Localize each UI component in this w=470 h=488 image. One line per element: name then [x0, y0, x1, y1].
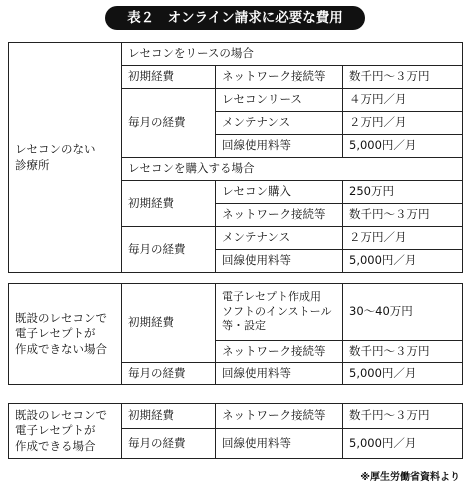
buy-monthly-label: 毎月の経費 [122, 227, 216, 273]
network-item: ネットワーク接続等 [216, 341, 343, 363]
software-install-cost: 30～40万円 [343, 284, 463, 341]
monthly-label: 毎月の経費 [122, 429, 216, 459]
source-footnote: ※厚生労働省資料より [360, 472, 460, 483]
section-cannot-create [8, 283, 463, 385]
monthly-label: 毎月の経費 [122, 363, 216, 385]
lease-header: レセコンをリースの場合 [122, 43, 463, 66]
network-cost: 数千円～３万円 [343, 404, 463, 429]
network-cost: 数千円～３万円 [343, 341, 463, 363]
line-fee-item: 回線使用料等 [216, 429, 343, 459]
section-label: レセコンのない 診療所 [9, 43, 122, 273]
section-label: 既設のレセコンで 電子レセプトが 作成できない場合 [9, 284, 122, 385]
lease-m2-cost: ２万円／月 [343, 112, 463, 135]
line-fee-cost: 5,000円／月 [343, 363, 463, 385]
lease-m1-cost: ４万円／月 [343, 89, 463, 112]
initial-label: 初期経費 [122, 284, 216, 363]
section-no-rececon [8, 42, 463, 273]
initial-label: 初期経費 [122, 404, 216, 429]
buy-m2-cost: 5,000円／月 [343, 250, 463, 273]
lease-m2-item: メンテナンス [216, 112, 343, 135]
lease-initial-label: 初期経費 [122, 66, 216, 89]
buy-m2-item: 回線使用料等 [216, 250, 343, 273]
buy-initial-label: 初期経費 [122, 181, 216, 227]
buy-i2-cost: 数千円～３万円 [343, 204, 463, 227]
software-install-item: 電子レセプト作成用 ソフトのインストール 等・設定 [216, 284, 343, 341]
network-item: ネットワーク接続等 [216, 404, 343, 429]
lease-initial-item: ネットワーク接続等 [216, 66, 343, 89]
lease-m1-item: レセコンリース [216, 89, 343, 112]
section-label: 既設のレセコンで 電子レセプトが 作成できる場合 [9, 404, 122, 459]
buy-i1-item: レセコン購入 [216, 181, 343, 204]
lease-m3-cost: 5,000円／月 [343, 135, 463, 158]
lease-monthly-label: 毎月の経費 [122, 89, 216, 158]
section-can-create [8, 403, 463, 459]
line-fee-cost: 5,000円／月 [343, 429, 463, 459]
table-title: 表２ オンライン請求に必要な費用 [105, 6, 365, 30]
lease-initial-cost: 数千円～３万円 [343, 66, 463, 89]
lease-m3-item: 回線使用料等 [216, 135, 343, 158]
buy-header: レセコンを購入する場合 [122, 158, 463, 181]
line-fee-item: 回線使用料等 [216, 363, 343, 385]
buy-m1-item: メンテナンス [216, 227, 343, 250]
buy-i1-cost: 250万円 [343, 181, 463, 204]
buy-i2-item: ネットワーク接続等 [216, 204, 343, 227]
buy-m1-cost: ２万円／月 [343, 227, 463, 250]
